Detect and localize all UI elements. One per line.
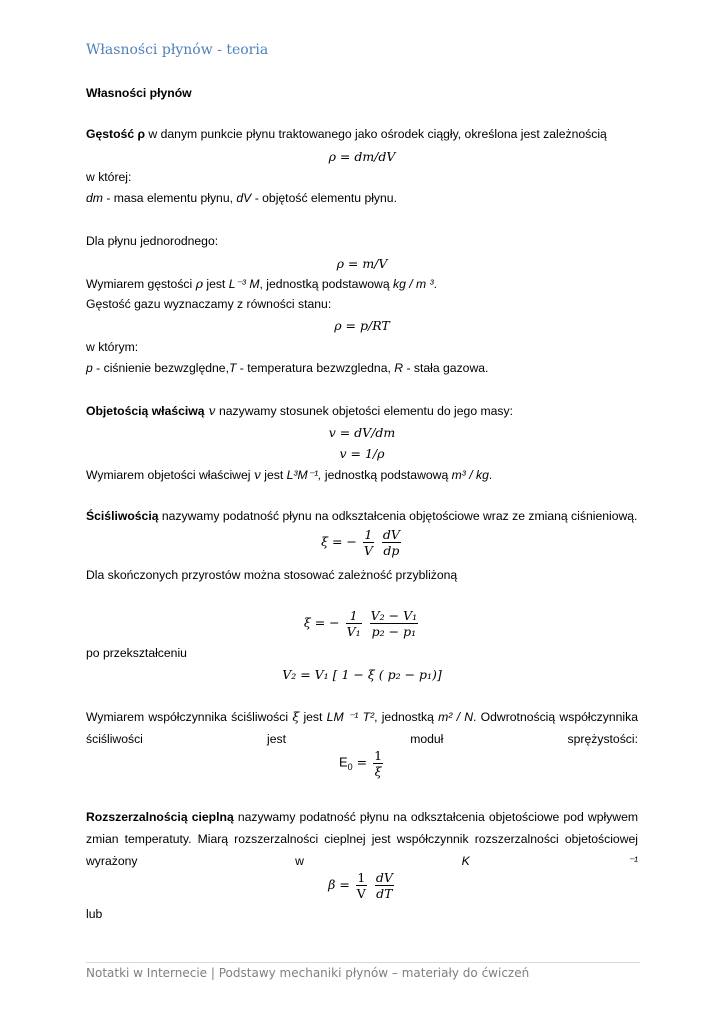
compressibility-definition [86, 509, 637, 523]
compressibility-formula-num-1: 1 [364, 527, 373, 542]
footer-divider [86, 962, 640, 963]
gas-variables [86, 361, 488, 375]
compressibility-unit-text-c: , jednostką [374, 710, 439, 724]
compressibility-approx: Dla skończonych przyrostów można stosować zależność przybliżoną [86, 568, 458, 582]
thermal-expansion-unit: K ⁻¹ [461, 854, 638, 868]
specific-volume-unit-text-a: Wymiarem objetości właściwej [86, 468, 254, 482]
compressibility-formula-den-1: V [363, 543, 373, 558]
p-symbol: p [86, 361, 93, 375]
density-unit-text-c: , jednostką podstawową [259, 277, 393, 291]
compressibility-unit-text-d: . Odwrotnością współczynnika ściśliwości jest moduł sprężystości: [86, 710, 638, 746]
compressibility-formula-2-lhs: ξ = − [303, 615, 340, 630]
compressibility-formula-2-num-2: V₂ − V₁ [370, 608, 418, 623]
dv-description: - objętość elementu płynu. [251, 191, 397, 205]
density-definition-text: w danym punkcie płynu traktowanego jako ośrodek ciągły, określona jest zależnością [145, 127, 607, 141]
specific-volume-definition-text: nazywamy stosunek objetości elementu do jego masy: [215, 404, 513, 418]
compressibility-unit-xi: ξ [292, 709, 300, 724]
compressibility-formula-lhs: ξ = − [321, 534, 357, 549]
density-unit [86, 276, 437, 291]
thermal-formula-lhs: β = [328, 877, 354, 892]
thermal-or: lub [86, 907, 103, 921]
density-unit-dimension: L⁻³ M [228, 277, 260, 291]
compressibility-unit-si: m² / N [438, 710, 474, 724]
thermal-expansion-text: nazywamy podatność płynu na odkształcenia objetościowe pod wpływem zmian temperatuty. Miarą rozszerzalności cieplnej jest współczynnik rozszerzalności objetościowej wyrażony w [86, 810, 639, 868]
compressibility-unit-text-b: jest [299, 710, 327, 724]
specific-volume-symbol: v [204, 403, 216, 418]
density-where-2: w którym: [86, 340, 139, 354]
r-description: - stała gazowa. [403, 361, 489, 375]
density-term: Gęstość ρ [86, 127, 146, 141]
compressibility-unit-dimension: LM ⁻¹ T² [326, 710, 375, 724]
elastic-modulus-subscript: 0 [347, 762, 353, 773]
density-unit-si: kg / m ³ [393, 277, 434, 291]
specific-volume-unit-si: m³ / kg [451, 468, 489, 482]
compressibility-formula-3: V₂ = V₁ [ 1 − ξ ( p₂ − p₁)] [282, 667, 442, 682]
elastic-modulus-equals: = [352, 754, 372, 770]
compressibility-formula-num-2: dV [382, 527, 400, 542]
compressibility-unit-text-a: Wymiarem współczynnika ściśliwości [86, 710, 293, 724]
density-formula: ρ = dm/dV [328, 149, 396, 164]
specific-volume-formula-2: v = 1/ρ [339, 446, 385, 461]
section-title: Własności płynów [86, 86, 192, 100]
compressibility-formula-2-den-1: V₁ [346, 624, 361, 639]
thermal-formula-den-2: dT [376, 886, 393, 901]
p-description: - ciśnienie bezwzględne, [92, 361, 229, 375]
page-header-title: Własności płynów - teoria [86, 42, 269, 58]
thermal-formula-num-2: dV [375, 870, 393, 885]
density-variables [86, 191, 397, 205]
elastic-modulus-symbol: E [338, 754, 348, 770]
thermal-formula-num-1: 1 [357, 870, 366, 885]
elastic-modulus-den: ξ [374, 764, 382, 779]
density-homogeneous: Dla płynu jednorodnego: [86, 234, 219, 248]
gas-density: Gęstość gazu wyznaczamy z równości stanu: [86, 297, 332, 311]
density-formula-2: ρ = m/V [336, 256, 388, 271]
density-definition [86, 127, 607, 141]
compressibility-term: Ściśliwością [86, 509, 159, 523]
density-unit-text-a: Wymiarem gęstości [86, 277, 196, 291]
t-symbol: T [228, 361, 237, 375]
compressibility-formula-2 [0, 608, 724, 639]
page-footer: Notatki w Internecie | Podstawy mechaniki płynów – materiały do ćwiczeń [86, 966, 530, 980]
specific-volume-unit-text-b: jest [260, 468, 287, 482]
t-description: - temperatura bezwzgledna, [236, 361, 395, 375]
thermal-formula-den-1: V [356, 886, 366, 901]
density-unit-rho: ρ [195, 276, 203, 291]
specific-volume-term: Objetością właściwą [86, 404, 205, 418]
elastic-modulus-formula [0, 748, 724, 779]
thermal-expansion-term: Rozszerzalnością cieplną [86, 810, 234, 824]
compressibility-formula-2-den-2: p₂ − p₁ [371, 624, 417, 639]
thermal-expansion-formula [0, 870, 724, 901]
specific-volume-definition [86, 403, 513, 418]
dm-description: - masa elementu płynu, [102, 191, 237, 205]
specific-volume-unit-text-c: jednostką podstawową [321, 468, 452, 482]
specific-volume-unit [86, 467, 492, 482]
compressibility-formula [0, 527, 724, 558]
compressibility-formula-den-2: dp [383, 543, 400, 558]
density-where: w której: [86, 170, 132, 184]
dm-symbol: dm [86, 191, 103, 205]
compressibility-definition-text: nazywamy podatność płynu na odkształcenia objętościowe wraz ze zmianą ciśnieniową. [158, 509, 638, 523]
elastic-modulus-num: 1 [374, 748, 383, 763]
specific-volume-formula-1: v = dV/dm [328, 425, 396, 440]
compressibility-formula-2-num-1: 1 [346, 608, 362, 624]
density-unit-text-b: jest [202, 277, 229, 291]
specific-volume-unit-text-d: . [488, 468, 493, 482]
density-unit-text-d: . [433, 277, 438, 291]
density-formula-3: ρ = p/RT [334, 318, 390, 333]
dv-symbol: dV [236, 191, 252, 205]
r-symbol: R [394, 361, 404, 375]
compressibility-after: po przekształceniu [86, 646, 187, 660]
specific-volume-unit-v: v [253, 467, 261, 482]
specific-volume-unit-dimension: L³M⁻¹, [286, 468, 322, 482]
